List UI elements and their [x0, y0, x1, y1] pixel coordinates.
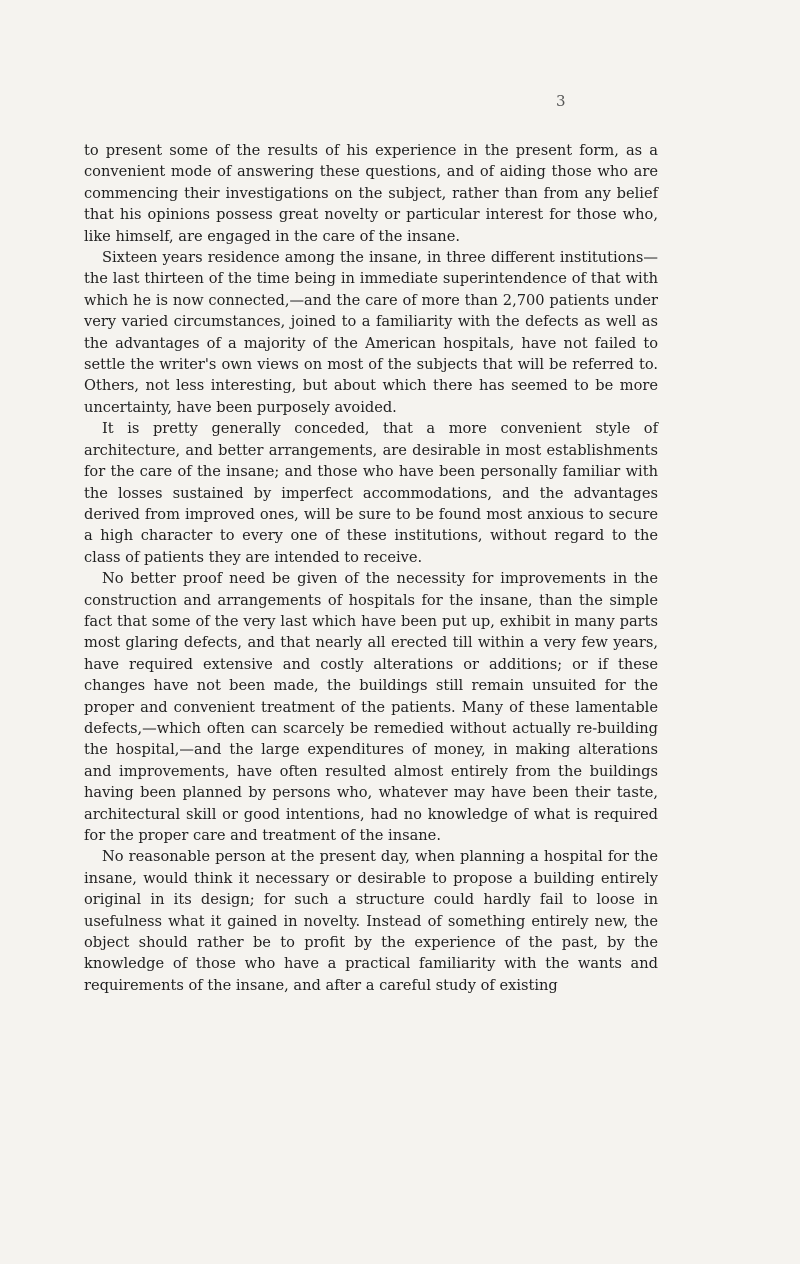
paragraph: No reasonable person at the present day, when planning a hospital for the insane, would think it necessary or desirable to propose a building entirely original in its design; for such a structure could hardly fail to loose in usefulness what it gained in novelty. Instead of something entirely new, the object should rather be to profit by the experience of the past, by the knowledge of those who have a practical familiarity with the wants and requirements of the insane, and after a careful study of existing — [84, 848, 658, 994]
paragraph: Sixteen years residence among the insane, in three different institutions—the last thirteen of the time being in immediate superintendence of that with which he is now connected,—and the care of more than 2,700 patients under very varied circumstances, joined to a familiarity with the defects as well as the advantages of a majority of the American hospitals, have not failed to settle the writer's own views on most of the subjects that will be referred to. Others, not less interesting, but about which there has seemed to be more uncertainty, have been purposely avoided. — [84, 249, 658, 416]
paragraph: to present some of the results of his experience in the present form, as a convenient mode of answering these questions, and of aiding those who are commencing their investigations on the subject, rather than from any belief that his opinions possess great novelty or particular interest for those who, like himself, are engaged in the care of the insane. — [84, 142, 658, 245]
page-number: 3 — [556, 92, 566, 110]
paragraph: No better proof need be given of the necessity for improvements in the construction and arrangements of hospitals for the insane, than the simple fact that some of the very last which have been put up, exhibit in many parts most glaring defects, and that nearly all erected till within a very few years, have required extensive and costly alterations or additions; or if these changes have not been made, the buildings still remain unsuited for the proper and convenient treatment of the patients. Many of these lamentable defects,—which often can scarcely be remedied without actually re-building the hospital,—and the large expenditures of money, in making alterations and improvements, have often resulted almost entirely from the buildings having been planned by persons who, whatever may have been their taste, architectural skill or good intentions, had no knowledge of what is required for the proper care and treatment of the insane. — [84, 570, 658, 844]
body-text — [84, 140, 658, 996]
paragraph: It is pretty generally conceded, that a more convenient style of architecture, and better arrangements, are desirable in most establishments for the care of the insane; and those who have been personally familiar with the losses sustained by imperfect accommodations, and the advantages derived from improved ones, will be sure to be found most anxious to secure a high character to every one of these institutions, without regard to the class of patients they are intended to receive. — [84, 420, 658, 566]
